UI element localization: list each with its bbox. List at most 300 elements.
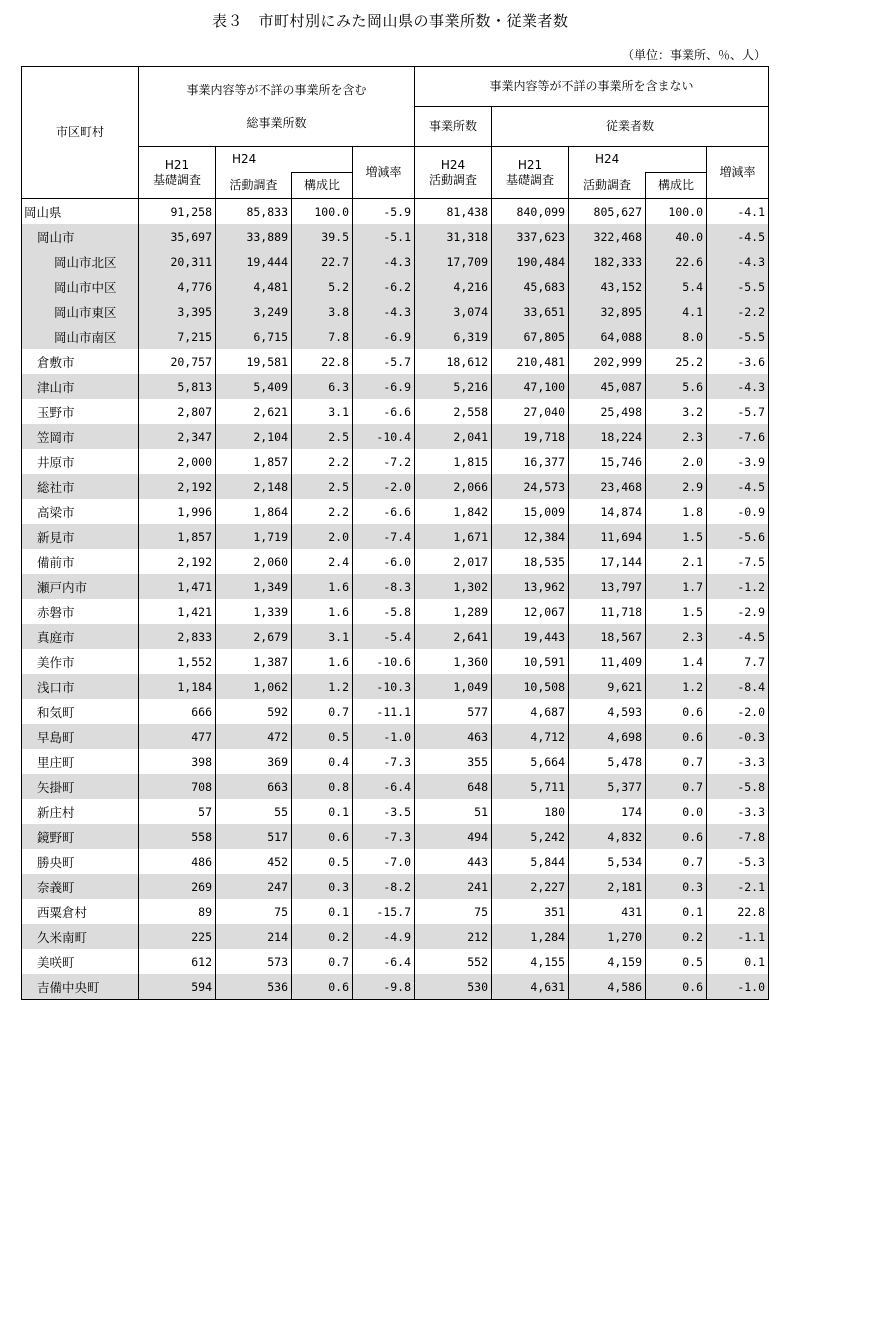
cell-value: 1,421 (139, 599, 216, 624)
table-header (22, 67, 769, 199)
table-body (22, 199, 769, 1000)
cell-value: -5.8 (353, 599, 415, 624)
cell-value: 1.2 (646, 674, 707, 699)
cell-value: 0.3 (646, 874, 707, 899)
cell-value: 1.4 (646, 649, 707, 674)
cell-value: -10.6 (353, 649, 415, 674)
header-h24-c (569, 147, 707, 173)
cell-value: -3.3 (707, 799, 769, 824)
cell-value: 1,815 (415, 449, 492, 474)
header-group-a (139, 67, 415, 147)
cell-value: 355 (415, 749, 492, 774)
cell-value: 4,155 (492, 949, 569, 974)
cell-value: 0.6 (646, 824, 707, 849)
cell-value: 840,099 (492, 199, 569, 225)
cell-value: 6,715 (216, 324, 292, 349)
row-name: 久米南町 (22, 924, 139, 949)
header-region: 市区町村 (22, 67, 139, 199)
table-row (22, 424, 769, 449)
cell-value: 1,996 (139, 499, 216, 524)
cell-value: 1,302 (415, 574, 492, 599)
cell-value: 1,842 (415, 499, 492, 524)
page-title: 表３ 市町村別にみた岡山県の事業所数・従業者数 (212, 12, 569, 30)
row-name: 早島町 (22, 724, 139, 749)
cell-value: 1,184 (139, 674, 216, 699)
cell-value: -6.0 (353, 549, 415, 574)
cell-value: 57 (139, 799, 216, 824)
cell-value: 666 (139, 699, 216, 724)
table-row (22, 974, 769, 1000)
cell-value: 517 (216, 824, 292, 849)
cell-value: -7.2 (353, 449, 415, 474)
row-name: 美作市 (22, 649, 139, 674)
cell-value: 1.6 (292, 574, 353, 599)
cell-value: 4,481 (216, 274, 292, 299)
header-group-b-establishments: 事業所数 (415, 107, 492, 147)
cell-value: -10.3 (353, 674, 415, 699)
header-change-b: 増減率 (707, 147, 769, 199)
cell-value: 6.3 (292, 374, 353, 399)
cell-value: 81,438 (415, 199, 492, 225)
cell-value: 0.5 (292, 849, 353, 874)
cell-value: 463 (415, 724, 492, 749)
cell-value: 0.5 (646, 949, 707, 974)
header-change-a: 増減率 (353, 147, 415, 199)
cell-value: 2.0 (292, 524, 353, 549)
cell-value: 0.6 (292, 974, 353, 1000)
cell-value: 0.5 (292, 724, 353, 749)
cell-value: 85,833 (216, 199, 292, 225)
cell-value: -7.8 (707, 824, 769, 849)
header-h21-a (139, 147, 216, 199)
cell-value: 18,535 (492, 549, 569, 574)
cell-value: 225 (139, 924, 216, 949)
row-name: 西粟倉村 (22, 899, 139, 924)
cell-value: -7.6 (707, 424, 769, 449)
cell-value: -5.5 (707, 274, 769, 299)
cell-value: 1,289 (415, 599, 492, 624)
table-row (22, 799, 769, 824)
cell-value: 1.6 (292, 649, 353, 674)
table-row (22, 699, 769, 724)
header-h24-b-line2: 活動調査 (429, 172, 478, 187)
cell-value: -5.5 (707, 324, 769, 349)
header-h21-b (492, 147, 569, 199)
table-row (22, 924, 769, 949)
cell-value: 19,443 (492, 624, 569, 649)
header-h21-a-line1: H21 (164, 157, 190, 172)
table-row (22, 399, 769, 424)
cell-value: -2.0 (353, 474, 415, 499)
table-row (22, 574, 769, 599)
cell-value: 2,227 (492, 874, 569, 899)
cell-value: 536 (216, 974, 292, 1000)
cell-value: 10,591 (492, 649, 569, 674)
cell-value: 212 (415, 924, 492, 949)
cell-value: 431 (569, 899, 646, 924)
cell-value: 2,347 (139, 424, 216, 449)
cell-value: -8.3 (353, 574, 415, 599)
cell-value: 0.7 (292, 699, 353, 724)
cell-value: 33,651 (492, 299, 569, 324)
row-name: 井原市 (22, 449, 139, 474)
table-row (22, 349, 769, 374)
cell-value: -1.0 (353, 724, 415, 749)
cell-value: 1.2 (292, 674, 353, 699)
cell-value: -5.8 (707, 774, 769, 799)
cell-value: 2,192 (139, 549, 216, 574)
cell-value: 4,216 (415, 274, 492, 299)
table-row (22, 224, 769, 249)
row-name: 備前市 (22, 549, 139, 574)
cell-value: 25.2 (646, 349, 707, 374)
cell-value: 5,216 (415, 374, 492, 399)
row-name: 浅口市 (22, 674, 139, 699)
cell-value: 40.0 (646, 224, 707, 249)
cell-value: 31,318 (415, 224, 492, 249)
header-h24-a-line2: 活動調査 (216, 173, 292, 199)
cell-value: -3.6 (707, 349, 769, 374)
cell-value: 22.7 (292, 249, 353, 274)
header-group-a-label: 事業内容等が不詳の事業所を含む (186, 82, 367, 97)
cell-value: 1.5 (646, 599, 707, 624)
cell-value: 0.1 (292, 899, 353, 924)
cell-value: -6.9 (353, 374, 415, 399)
cell-value: 1.7 (646, 574, 707, 599)
cell-value: 2,192 (139, 474, 216, 499)
cell-value: 3,249 (216, 299, 292, 324)
cell-value: 19,718 (492, 424, 569, 449)
row-name: 岡山市南区 (22, 324, 139, 349)
cell-value: 4,832 (569, 824, 646, 849)
cell-value: 2,621 (216, 399, 292, 424)
table-row (22, 374, 769, 399)
cell-value: -5.7 (353, 349, 415, 374)
cell-value: 75 (415, 899, 492, 924)
table-row (22, 474, 769, 499)
cell-value: 0.7 (646, 774, 707, 799)
cell-value: 3.1 (292, 399, 353, 424)
cell-value: 17,709 (415, 249, 492, 274)
cell-value: 4,712 (492, 724, 569, 749)
cell-value: 2,041 (415, 424, 492, 449)
cell-value: 4,586 (569, 974, 646, 1000)
cell-value: 19,581 (216, 349, 292, 374)
header-h24-b (415, 147, 492, 199)
cell-value: 5,813 (139, 374, 216, 399)
cell-value: 3,395 (139, 299, 216, 324)
cell-value: 7.8 (292, 324, 353, 349)
cell-value: -3.5 (353, 799, 415, 824)
row-name: 新見市 (22, 524, 139, 549)
header-h24-a-line1: H24 (232, 152, 257, 166)
cell-value: 3.8 (292, 299, 353, 324)
cell-value: 398 (139, 749, 216, 774)
header-group-b: 事業内容等が不詳の事業所を含まない (415, 67, 769, 107)
cell-value: 2,558 (415, 399, 492, 424)
cell-value: 19,444 (216, 249, 292, 274)
cell-value: 351 (492, 899, 569, 924)
cell-value: -4.3 (707, 249, 769, 274)
cell-value: 5,409 (216, 374, 292, 399)
cell-value: 1,864 (216, 499, 292, 524)
table-row (22, 449, 769, 474)
cell-value: 247 (216, 874, 292, 899)
cell-value: 43,152 (569, 274, 646, 299)
cell-value: 0.1 (707, 949, 769, 974)
cell-value: 530 (415, 974, 492, 1000)
cell-value: 2.2 (292, 499, 353, 524)
cell-value: 5,844 (492, 849, 569, 874)
cell-value: 100.0 (292, 199, 353, 225)
cell-value: 39.5 (292, 224, 353, 249)
cell-value: 35,697 (139, 224, 216, 249)
row-name: 真庭市 (22, 624, 139, 649)
cell-value: -0.9 (707, 499, 769, 524)
cell-value: 1,349 (216, 574, 292, 599)
cell-value: 1.5 (646, 524, 707, 549)
cell-value: 0.0 (646, 799, 707, 824)
cell-value: -6.4 (353, 774, 415, 799)
cell-value: 4,159 (569, 949, 646, 974)
cell-value: -0.3 (707, 724, 769, 749)
cell-value: 1,062 (216, 674, 292, 699)
cell-value: 452 (216, 849, 292, 874)
cell-value: 2.5 (292, 474, 353, 499)
row-name: 岡山市中区 (22, 274, 139, 299)
cell-value: 33,889 (216, 224, 292, 249)
cell-value: 2,000 (139, 449, 216, 474)
row-name: 里庄町 (22, 749, 139, 774)
cell-value: 443 (415, 849, 492, 874)
cell-value: 322,468 (569, 224, 646, 249)
table-row (22, 524, 769, 549)
cell-value: 2,104 (216, 424, 292, 449)
table-row (22, 649, 769, 674)
table-row (22, 299, 769, 324)
cell-value: -7.5 (707, 549, 769, 574)
row-name: 美咲町 (22, 949, 139, 974)
row-name: 岡山県 (22, 199, 139, 225)
row-name: 矢掛町 (22, 774, 139, 799)
cell-value: 2.4 (292, 549, 353, 574)
header-group-a-sub: 総事業所数 (246, 115, 307, 130)
cell-value: 5,242 (492, 824, 569, 849)
row-name: 瀬戸内市 (22, 574, 139, 599)
cell-value: 486 (139, 849, 216, 874)
cell-value: -4.3 (353, 249, 415, 274)
cell-value: 594 (139, 974, 216, 1000)
cell-value: 1.8 (646, 499, 707, 524)
cell-value: 0.7 (646, 749, 707, 774)
cell-value: -6.4 (353, 949, 415, 974)
cell-value: 22.8 (707, 899, 769, 924)
cell-value: 0.2 (646, 924, 707, 949)
cell-value: 1,471 (139, 574, 216, 599)
unit-note: （単位：事業所、％、人） (621, 48, 766, 62)
cell-value: 15,746 (569, 449, 646, 474)
cell-value: 1,671 (415, 524, 492, 549)
cell-value: 1,284 (492, 924, 569, 949)
data-table (21, 66, 769, 1000)
cell-value: -11.1 (353, 699, 415, 724)
cell-value: 1,857 (216, 449, 292, 474)
cell-value: 1,387 (216, 649, 292, 674)
cell-value: -3.3 (707, 749, 769, 774)
cell-value: -5.9 (353, 199, 415, 225)
cell-value: 18,612 (415, 349, 492, 374)
cell-value: 7.7 (707, 649, 769, 674)
cell-value: 12,384 (492, 524, 569, 549)
table-row (22, 199, 769, 225)
cell-value: -6.9 (353, 324, 415, 349)
cell-value: 337,623 (492, 224, 569, 249)
cell-value: 67,805 (492, 324, 569, 349)
cell-value: -10.4 (353, 424, 415, 449)
cell-value: 2,679 (216, 624, 292, 649)
table-row (22, 599, 769, 624)
cell-value: 4.1 (646, 299, 707, 324)
cell-value: 32,895 (569, 299, 646, 324)
row-name: 総社市 (22, 474, 139, 499)
table-row (22, 274, 769, 299)
cell-value: 5.4 (646, 274, 707, 299)
cell-value: 3.2 (646, 399, 707, 424)
cell-value: -1.2 (707, 574, 769, 599)
cell-value: 214 (216, 924, 292, 949)
row-name: 鏡野町 (22, 824, 139, 849)
cell-value: 1,360 (415, 649, 492, 674)
cell-value: 23,468 (569, 474, 646, 499)
cell-value: 2,181 (569, 874, 646, 899)
cell-value: 9,621 (569, 674, 646, 699)
cell-value: -6.2 (353, 274, 415, 299)
cell-value: 708 (139, 774, 216, 799)
cell-value: 8.0 (646, 324, 707, 349)
cell-value: 3,074 (415, 299, 492, 324)
cell-value: 20,311 (139, 249, 216, 274)
table-row (22, 774, 769, 799)
header-h21-b-line1: H21 (517, 157, 543, 172)
cell-value: 5.6 (646, 374, 707, 399)
cell-value: 2.5 (292, 424, 353, 449)
cell-value: -2.2 (707, 299, 769, 324)
cell-value: 11,409 (569, 649, 646, 674)
cell-value: 15,009 (492, 499, 569, 524)
cell-value: -7.0 (353, 849, 415, 874)
cell-value: 648 (415, 774, 492, 799)
cell-value: -2.1 (707, 874, 769, 899)
row-name: 岡山市北区 (22, 249, 139, 274)
cell-value: -2.0 (707, 699, 769, 724)
cell-value: 805,627 (569, 199, 646, 225)
cell-value: 5,534 (569, 849, 646, 874)
cell-value: -5.4 (353, 624, 415, 649)
cell-value: -4.1 (707, 199, 769, 225)
cell-value: 24,573 (492, 474, 569, 499)
cell-value: 477 (139, 724, 216, 749)
cell-value: -5.6 (707, 524, 769, 549)
cell-value: 0.1 (292, 799, 353, 824)
cell-value: -4.9 (353, 924, 415, 949)
cell-value: 0.4 (292, 749, 353, 774)
cell-value: 0.7 (646, 849, 707, 874)
cell-value: 20,757 (139, 349, 216, 374)
cell-value: 0.2 (292, 924, 353, 949)
cell-value: -5.1 (353, 224, 415, 249)
cell-value: 4,776 (139, 274, 216, 299)
cell-value: 2,017 (415, 549, 492, 574)
cell-value: 2,807 (139, 399, 216, 424)
header-h21-b-line2: 基礎調査 (506, 172, 555, 187)
cell-value: -9.8 (353, 974, 415, 1000)
cell-value: -1.0 (707, 974, 769, 1000)
row-name: 笠岡市 (22, 424, 139, 449)
cell-value: 0.3 (292, 874, 353, 899)
cell-value: 174 (569, 799, 646, 824)
cell-value: 4,593 (569, 699, 646, 724)
cell-value: -6.6 (353, 499, 415, 524)
cell-value: -4.5 (707, 624, 769, 649)
cell-value: 5,711 (492, 774, 569, 799)
row-name: 奈義町 (22, 874, 139, 899)
header-group-b-employees: 従業者数 (492, 107, 769, 147)
table-row (22, 249, 769, 274)
cell-value: 0.6 (646, 724, 707, 749)
cell-value: -7.3 (353, 749, 415, 774)
header-ratio-a: 構成比 (292, 173, 353, 199)
cell-value: 2,641 (415, 624, 492, 649)
cell-value: 369 (216, 749, 292, 774)
cell-value: -6.6 (353, 399, 415, 424)
cell-value: 182,333 (569, 249, 646, 274)
cell-value: 2,148 (216, 474, 292, 499)
cell-value: 1.6 (292, 599, 353, 624)
cell-value: 10,508 (492, 674, 569, 699)
cell-value: 12,067 (492, 599, 569, 624)
cell-value: 2,833 (139, 624, 216, 649)
cell-value: 75 (216, 899, 292, 924)
cell-value: -7.3 (353, 824, 415, 849)
cell-value: 4,631 (492, 974, 569, 1000)
cell-value: 7,215 (139, 324, 216, 349)
cell-value: 27,040 (492, 399, 569, 424)
row-name: 高梁市 (22, 499, 139, 524)
cell-value: 1,719 (216, 524, 292, 549)
cell-value: 573 (216, 949, 292, 974)
table-row (22, 849, 769, 874)
cell-value: 22.8 (292, 349, 353, 374)
cell-value: 51 (415, 799, 492, 824)
table-row (22, 899, 769, 924)
cell-value: 0.8 (292, 774, 353, 799)
cell-value: -3.9 (707, 449, 769, 474)
cell-value: 592 (216, 699, 292, 724)
cell-value: 11,718 (569, 599, 646, 624)
cell-value: 64,088 (569, 324, 646, 349)
cell-value: 0.6 (646, 699, 707, 724)
cell-value: 89 (139, 899, 216, 924)
header-h24-a (216, 147, 353, 173)
cell-value: 210,481 (492, 349, 569, 374)
cell-value: 2.1 (646, 549, 707, 574)
table-row (22, 549, 769, 574)
cell-value: 663 (216, 774, 292, 799)
row-name: 津山市 (22, 374, 139, 399)
header-h24-b-line1: H24 (440, 157, 466, 172)
cell-value: 3.1 (292, 624, 353, 649)
cell-value: -5.3 (707, 849, 769, 874)
